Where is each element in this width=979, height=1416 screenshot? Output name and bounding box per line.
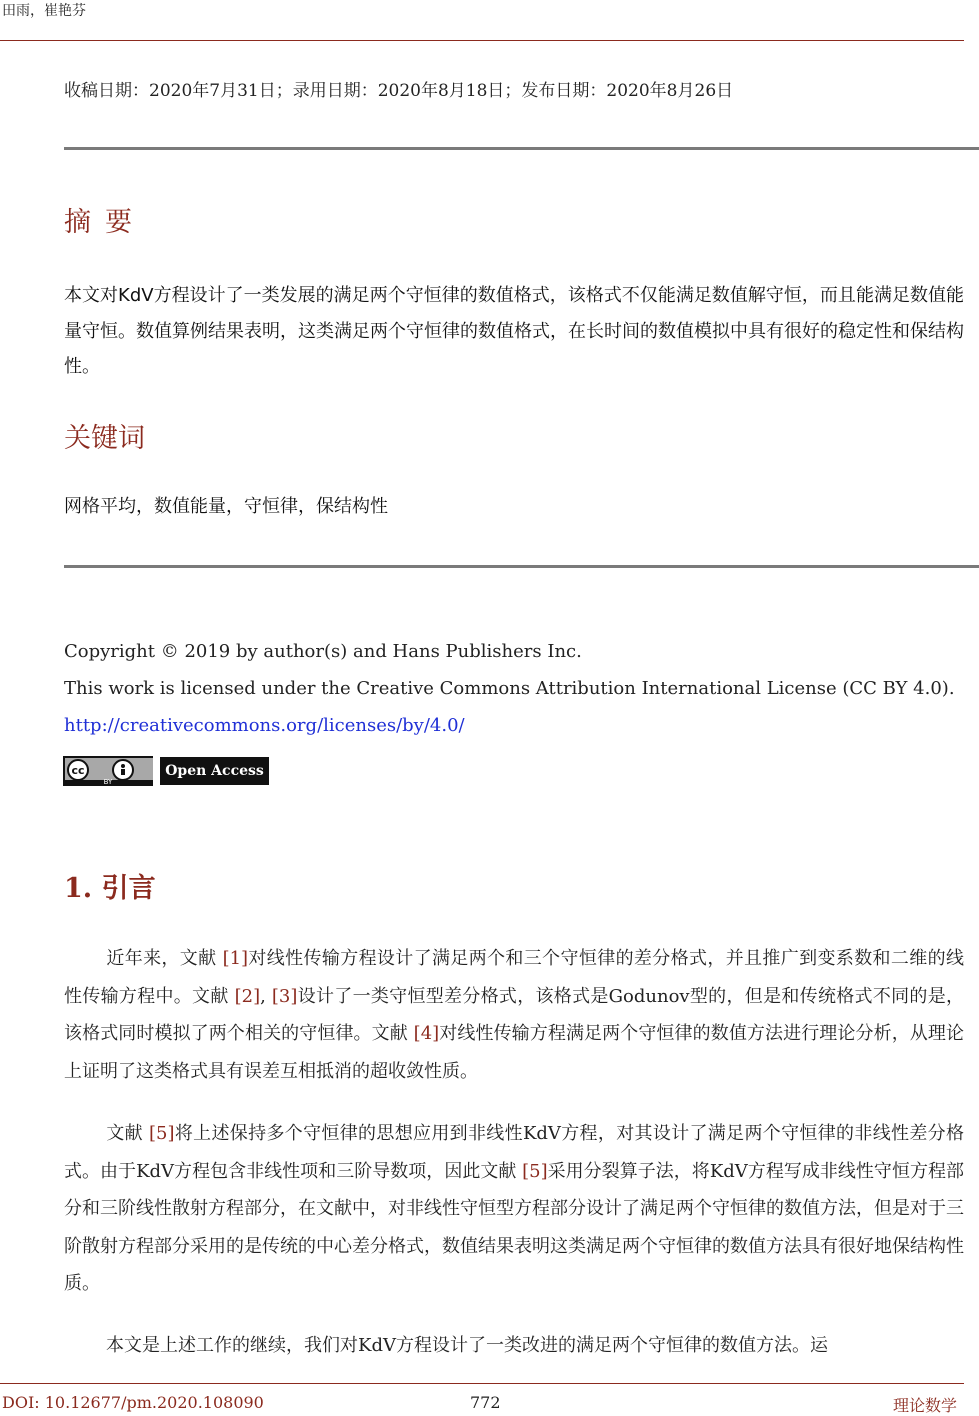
keywords-heading: 关键词 <box>64 423 145 454</box>
cc-by-license-badge[interactable] <box>63 756 153 786</box>
abstract-bottom-divider <box>64 565 979 568</box>
abstract-top-divider <box>64 147 979 150</box>
footer-divider <box>0 1383 964 1384</box>
abstract-heading: 摘要 <box>64 207 146 238</box>
header-divider <box>0 40 964 41</box>
cc-by-label: BY <box>103 778 113 786</box>
citation-link[interactable]: [3] <box>271 985 298 1007</box>
section-number: 1. <box>64 873 93 904</box>
publication-dates: 收稿日期：2020年7月31日；录用日期：2020年8月18日；发布日期：2020年8月26日 <box>64 81 734 101</box>
license-link[interactable]: http://creativecommons.org/licenses/by/4.0/ <box>64 715 465 736</box>
citation-link[interactable]: [5] <box>522 1160 548 1182</box>
citation-link[interactable]: [1] <box>222 948 249 969</box>
journal-name: 理论数学 <box>893 1396 958 1415</box>
keywords-text: 网格平均，数值能量，守恒律，保结构性 <box>64 496 388 517</box>
citation-link[interactable]: [2] <box>234 985 261 1007</box>
creative-commons-icon: cc <box>67 759 89 781</box>
license-line: This work is licensed under the Creative Commons Attribution International License (CC BY 4.0). <box>64 678 955 699</box>
page-number: 772 <box>470 1393 501 1412</box>
intro-paragraph-2: 文献 [5]将上述保持多个守恒律的思想应用到非线性KdV方程，对其设计了满足两个守恒律的非线性差分格式。由于KdV方程包含非线性项和三阶导数项，因此文献 [5]采用分裂算子法，将KdV方程写成非线性守恒方程部分和三阶线性散射方程部分，在文献中，对非线性守恒型方程部分设计了满足两个守恒律的数值方法，但是对于三阶散射方程部分采用的是传统的中心差分格式，数值结果表明这类满足两个守恒律的数值方法具有很好地保结构性质。 <box>64 1123 964 1294</box>
copyright-line: Copyright © 2019 by author(s) and Hans Publishers Inc. <box>64 641 582 662</box>
intro-paragraph-3: 本文是上述工作的继续，我们对KdV方程设计了一类改进的满足两个守恒律的数值方法。运 <box>106 1335 828 1356</box>
copyright-block <box>64 633 955 744</box>
citation-link[interactable]: [4] <box>413 1023 440 1044</box>
footer-doi[interactable]: DOI: 10.12677/pm.2020.108090 <box>2 1393 264 1412</box>
open-access-badge: Open Access <box>160 757 269 785</box>
abstract-text: 本文对KdV方程设计了一类发展的满足两个守恒律的数值格式，该格式不仅能满足数值解守恒，而且能满足数值能量守恒。数值算例结果表明，这类满足两个守恒律的数值格式，在长时间的数值模拟中具有很好的稳定性和保结构性。 <box>64 285 964 377</box>
citation-link[interactable]: [5] <box>149 1123 175 1144</box>
introduction-heading <box>64 866 156 905</box>
running-header-authors: 田雨，崔艳芬 <box>2 3 86 19</box>
intro-paragraph-1: 近年来，文献 [1]对线性传输方程设计了满足两个和三个守恒律的差分格式，并且推广到变系数和二维的线性传输方程中。文献 [2], [3]设计了一类守恒型差分格式，该格式是Godunov型的，但是和传统格式不同的是，该格式同时模拟了两个相关的守恒律。文献 [4]对线性传输方程满足两个守恒律的数值方法进行理论分析，从理论上证明了这类格式具有误差互相抵消的超收敛性质。 <box>64 948 964 1082</box>
section-title: 引言 <box>101 873 156 904</box>
